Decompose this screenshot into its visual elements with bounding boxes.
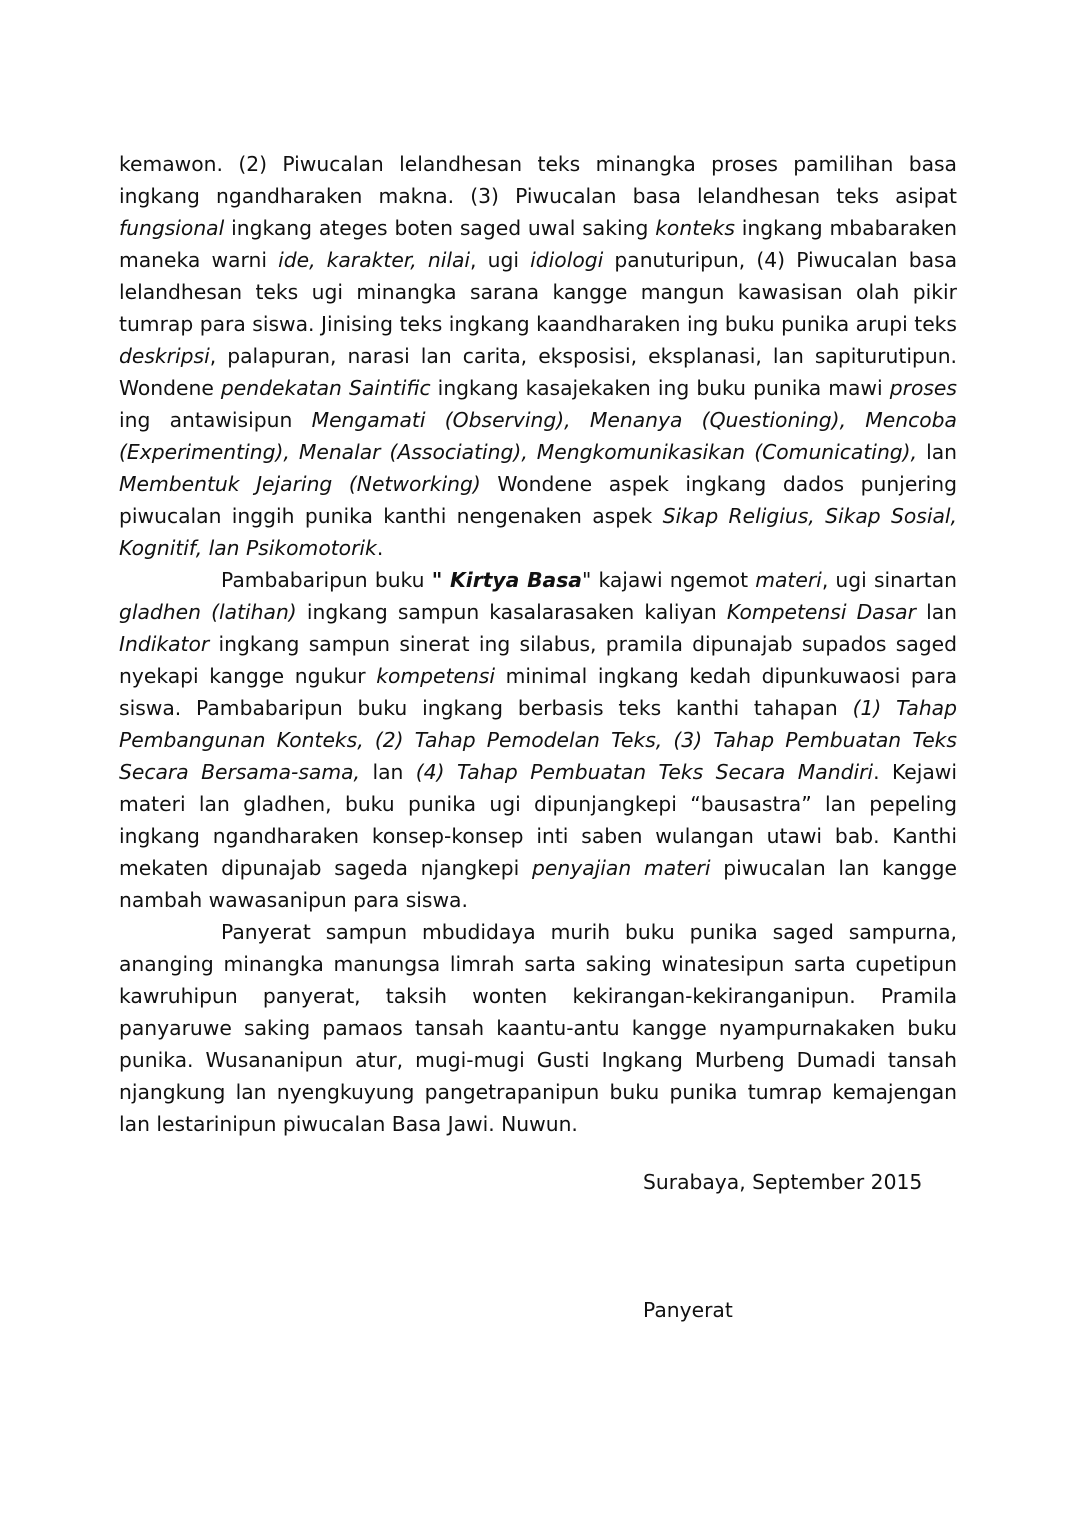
- text-segment: .: [376, 536, 384, 560]
- text-segment: kemawon. (2) Piwucalan lelandhesan teks minangka proses pamilihan basa ingkang ngandharaken makna. (3) Piwucalan basa lelandhesan teks asipat: [119, 152, 957, 208]
- text-segment: Indikator: [119, 632, 210, 656]
- paragraph: [119, 564, 957, 916]
- text-segment: kompetensi: [376, 664, 495, 688]
- text-segment: , ugi sinartan: [821, 568, 957, 592]
- text-segment: Kompetensi Dasar: [726, 600, 916, 624]
- text-segment: ing antawisipun: [119, 408, 312, 432]
- text-segment: pendekatan Saintific: [220, 376, 431, 400]
- text-segment: ide, karakter, nilai: [278, 248, 471, 272]
- text-segment: ingkang sampun kasalarasaken kaliyan: [296, 600, 727, 624]
- text-segment: ingkang ateges boten saged uwal saking: [224, 216, 656, 240]
- text-segment: ingkang kasajekaken ing buku punika mawi: [430, 376, 890, 400]
- text-segment: (1) Tahap Pembangunan Konteks, (2) Tahap Pemodelan Teks, (3) Tahap Pembuatan Teks Secara Bersama-sama,: [119, 696, 957, 784]
- text-segment: konteks: [655, 216, 735, 240]
- text-segment: Panyerat sampun mbudidaya murih buku punika saged sampurna, ananging minangka manungsa limrah sarta saking winatesipun sarta cupetipun kawruhipun panyerat, taksih wonten kekirangan-kekiranganipun. Pramila panyaruwe saking pamaos tansah kaantu-antu kangge nyampurnakaken buku punika. Wusananipun atur, mugi-mugi Gusti Ingkang Murbeng Dumadi tansah njangkung lan nyengkuyung pangetrapanipun buku punika tumrap kemajengan lan lestarinipun piwucalan Basa Jawi. Nuwun.: [119, 920, 957, 1136]
- text-segment: proses: [889, 376, 957, 400]
- text-segment: idiologi: [530, 248, 604, 272]
- text-segment: " Kirtya Basa: [431, 568, 582, 592]
- text-segment: Pambabaripun buku: [221, 568, 432, 592]
- text-segment: lan: [915, 600, 957, 624]
- text-segment: (4) Tahap Pembuatan Teks Secara Mandiri: [415, 760, 874, 784]
- text-segment: Wondene aspek ingkang dados punjering piwucalan inggih punika kanthi nengenaken aspek: [119, 472, 957, 528]
- text-segment: minimal ingkang kedah dipunkuwaosi para siswa. Pambabaripun buku ingkang berbasis teks kanthi tahapan: [119, 664, 957, 720]
- text-segment: deskripsi: [119, 344, 210, 368]
- body-text: [119, 148, 957, 1140]
- text-segment: " kajawi ngemot: [581, 568, 756, 592]
- text-segment: Mengamati (Observing), Menanya (Questioning), Mencoba (Experimenting), Menalar (Associating), Mengkomunikasikan (Comunicating),: [119, 408, 957, 464]
- closing-signer: Panyerat: [643, 1298, 733, 1322]
- text-segment: fungsional: [119, 216, 225, 240]
- text-segment: . Kejawi materi lan gladhen, buku punika ugi dipunjangkepi “bausastra” lan pepeling ingkang ngandharaken konsep-konsep inti saben wulangan utawi bab. Kanthi mekaten dipunajab sageda njangkepi: [119, 760, 958, 880]
- text-segment: Sikap Religius, Sikap Sosial, Kognitif, lan Psikomotorik: [119, 504, 957, 560]
- text-segment: piwucalan lan kangge nambah wawasanipun para siswa.: [119, 856, 957, 912]
- text-segment: ingkang mbabaraken maneka warni: [119, 216, 957, 272]
- text-segment: Membentuk Jejaring (Networking): [119, 472, 481, 496]
- text-segment: panuturipun, (4) Piwucalan basa lelandhesan teks ugi minangka sarana kangge mangun kawasisan olah pikir tumrap para siswa. Jinising teks ingkang kaandharaken ing buku punika arupi teks: [119, 248, 957, 336]
- paragraph: [119, 916, 957, 1140]
- closing-place-date: Surabaya, September 2015: [643, 1170, 923, 1194]
- text-segment: lan: [917, 440, 958, 464]
- text-segment: ingkang sampun sinerat ing silabus, pramila dipunajab supados saged nyekapi kangge ngukur: [119, 632, 957, 688]
- paragraph: [119, 148, 957, 564]
- text-segment: gladhen (latihan): [119, 600, 297, 624]
- text-segment: , palapuran, narasi lan carita, eksposisi, eksplanasi, lan sapiturutipun. Wondene: [119, 344, 957, 400]
- text-segment: , ugi: [470, 248, 531, 272]
- text-segment: lan: [360, 760, 416, 784]
- text-segment: penyajian materi: [532, 856, 711, 880]
- text-segment: materi: [755, 568, 822, 592]
